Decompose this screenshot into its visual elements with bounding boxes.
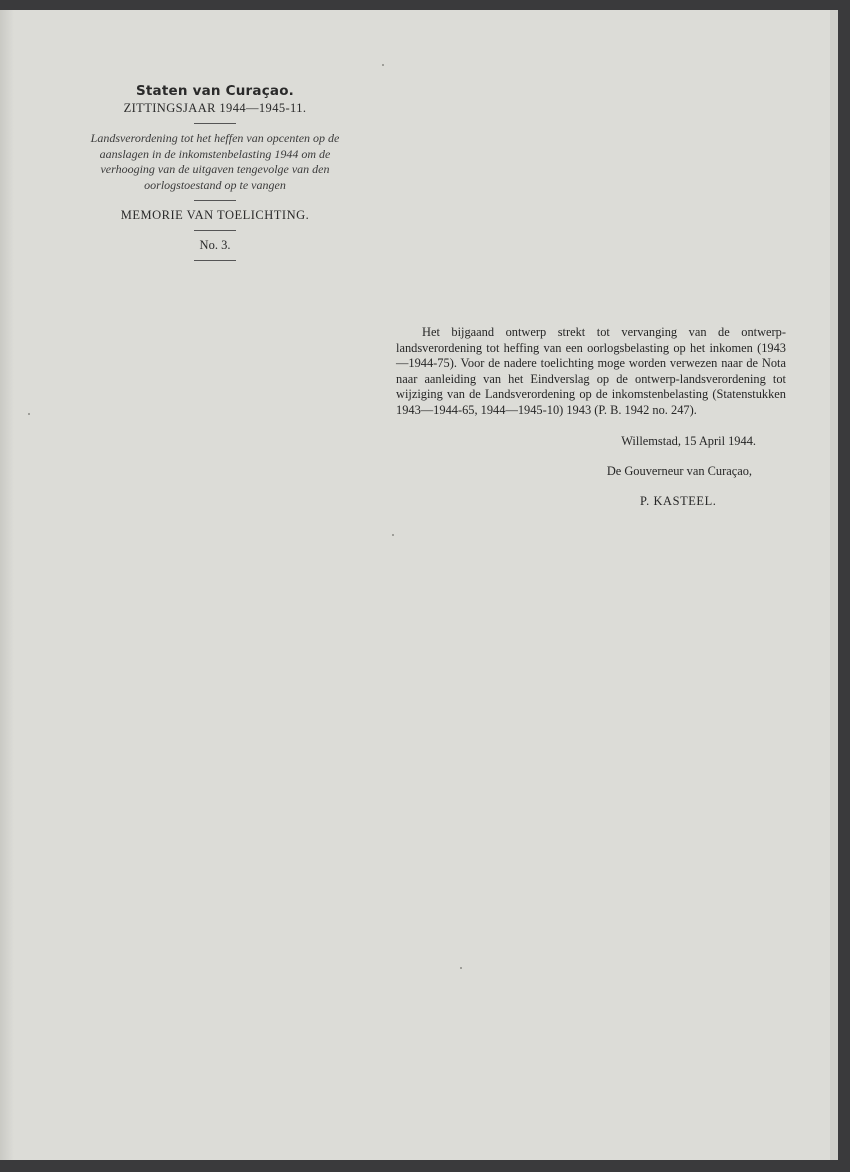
paper-speck [382, 64, 384, 66]
session-year: ZITTINGSJAAR 1944—1945-11. [123, 101, 307, 115]
signatory-name: P. KASTEEL. [640, 493, 717, 508]
memorandum-body [396, 325, 786, 509]
place-date: Willemstad, 15 April 1944. [621, 433, 756, 448]
paper-speck [28, 413, 30, 415]
scan-border-bottom [0, 1160, 850, 1172]
divider [194, 123, 236, 124]
document-header [70, 83, 360, 268]
paper-speck [392, 534, 394, 536]
page-edge [830, 10, 838, 1160]
signatory-title: De Gouverneur van Curaçao, [606, 463, 752, 478]
scan-border-right [838, 0, 850, 1172]
page-shadow [0, 10, 14, 1160]
divider [194, 230, 236, 231]
document-type: MEMORIE VAN TOELICHTING. [120, 208, 310, 222]
document-number: No. 3. [199, 238, 231, 252]
divider [194, 260, 236, 261]
scan-border-top [0, 0, 850, 10]
subject-description: Landsverordening tot het heffen van opcenten op de aanslagen in de inkomstenbelasting 1944 om de verhooging van de uitgaven tengevolge van den oorlogstoestand op te vangen [90, 131, 340, 192]
body-paragraph: Het bijgaand ontwerp strekt tot vervanging van de ontwerp-landsverordening tot heffing van een oorlogsbelasting op het inkomen (1943—1944-75). Voor de nadere toelichting moge worden verwezen naar de Nota naar aanleiding van het Eindverslag op de ontwerp-landsverordening tot wijziging van de Landsverordening op de inkomstenbelasting (Statenstukken 1943—1944-65, 1944—1945-10) 1943 (P. B. 1942 no. 247). [396, 325, 786, 417]
divider [194, 200, 236, 201]
assembly-title: Staten van Curaçao. [135, 83, 295, 99]
paper-speck [460, 967, 462, 969]
